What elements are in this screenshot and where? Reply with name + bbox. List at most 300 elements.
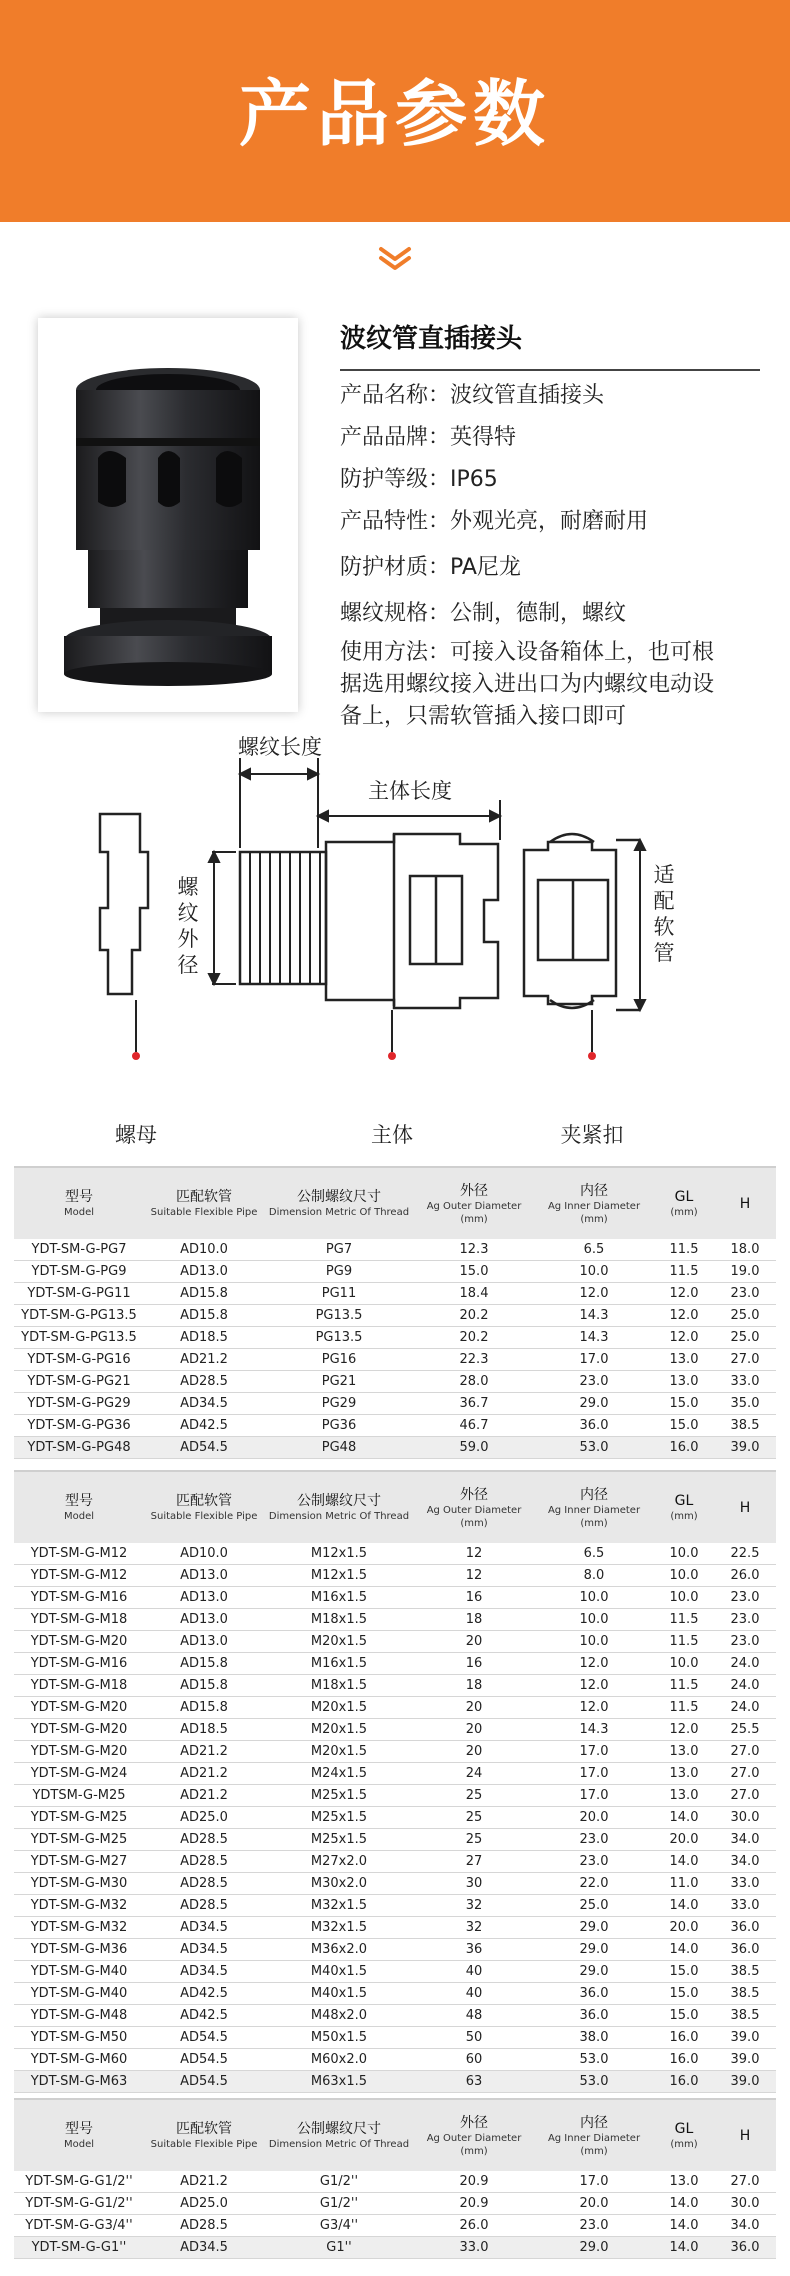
table-cell: AD54.5: [144, 2071, 264, 2093]
header-cn: 公制螺纹尺寸: [297, 1189, 381, 1205]
table-cell: 13.0: [654, 1371, 714, 1393]
table-cell: 27.0: [714, 1785, 776, 1807]
spec-label: 防护等级：: [340, 467, 451, 492]
table-cell: M12x1.5: [264, 1543, 414, 1565]
table-cell: 20.0: [654, 1829, 714, 1851]
spec-label: 防护材质：: [340, 555, 451, 580]
table-cell: YDT-SM-G-PG21: [14, 1371, 144, 1393]
table-cell: 22.0: [534, 1873, 654, 1895]
table-cell: 15.0: [654, 1961, 714, 1983]
col-h: H: [714, 2099, 776, 2171]
table-row: [14, 1239, 776, 1261]
header-en: Ag Outer Diameter (mm): [426, 2132, 522, 2157]
table-cell: 23.0: [714, 1631, 776, 1653]
table-cell: YDT-SM-G-PG11: [14, 1283, 144, 1305]
header-cn: 内径: [580, 1486, 608, 1503]
table-cell: 15.0: [654, 1393, 714, 1415]
table-cell: 25.0: [714, 1305, 776, 1327]
header-en: Ag Inner Diameter (mm): [547, 2132, 641, 2157]
table-cell: YDT-SM-G-G1'': [14, 2237, 144, 2259]
spec-value: PA尼龙: [450, 555, 521, 580]
header-en: Ag Outer Diameter (mm): [426, 1504, 522, 1529]
table-cell: AD42.5: [144, 1415, 264, 1437]
table-cell: M16x1.5: [264, 1587, 414, 1609]
table-body: [14, 2171, 776, 2259]
table-cell: YDT-SM-G-M16: [14, 1653, 144, 1675]
table-cell: 18.0: [714, 1239, 776, 1261]
thread-od-char: 螺: [177, 875, 199, 899]
table-cell: YDT-SM-G-G1/2'': [14, 2171, 144, 2193]
table-cell: AD42.5: [144, 2005, 264, 2027]
thread-section: [240, 852, 326, 984]
table-cell: PG7: [264, 1239, 414, 1261]
col-h: H: [714, 1471, 776, 1543]
header-cn: GL: [674, 2121, 694, 2137]
table-cell: M60x2.0: [264, 2049, 414, 2071]
table-cell: 16.0: [654, 2027, 714, 2049]
table-cell: 46.7: [414, 1415, 534, 1437]
table-cell: AD21.2: [144, 1741, 264, 1763]
table-cell: 24.0: [714, 1697, 776, 1719]
col-gl: [654, 1471, 714, 1543]
table-cell: YDT-SM-G-M50: [14, 2027, 144, 2049]
table-cell: 24.0: [714, 1675, 776, 1697]
table-cell: AD28.5: [144, 1829, 264, 1851]
col-od: [414, 1471, 534, 1543]
table-cell: 36.0: [714, 2237, 776, 2259]
spec-value: 波纹管直插接头: [450, 383, 605, 408]
table-row: [14, 2027, 776, 2049]
table-cell: M20x1.5: [264, 1631, 414, 1653]
table-cell: 40: [414, 1983, 534, 2005]
col-thread: [264, 2099, 414, 2171]
col-hose: [144, 1167, 264, 1239]
spec-value: 英得特: [450, 425, 517, 450]
table-cell: YDT-SM-G-M20: [14, 1741, 144, 1763]
table-cell: 12.0: [654, 1327, 714, 1349]
spec-row: [340, 597, 760, 631]
table-cell: YDT-SM-G-M32: [14, 1895, 144, 1917]
table-cell: AD10.0: [144, 1543, 264, 1565]
product-title: 波纹管直插接头: [340, 318, 760, 371]
header-en: Model: [63, 2139, 95, 2150]
header-cn: 内径: [580, 2114, 608, 2131]
table-cell: 59.0: [414, 1437, 534, 1459]
table-cell: 12: [414, 1543, 534, 1565]
table-cell: 10.0: [654, 1653, 714, 1675]
table-cell: AD28.5: [144, 1895, 264, 1917]
table-cell: M36x2.0: [264, 1939, 414, 1961]
chevron-down-icon: [375, 246, 415, 272]
table-cell: 11.0: [654, 1873, 714, 1895]
table-cell: 16: [414, 1587, 534, 1609]
table-cell: YDT-SM-G-M16: [14, 1587, 144, 1609]
table-cell: 16: [414, 1653, 534, 1675]
table-cell: M40x1.5: [264, 1961, 414, 1983]
col-hose: [144, 2099, 264, 2171]
spec-table-pg: [14, 1166, 776, 1459]
table-cell: 12.0: [534, 1283, 654, 1305]
table-cell: AD28.5: [144, 1851, 264, 1873]
table-cell: M18x1.5: [264, 1675, 414, 1697]
table-row: [14, 1807, 776, 1829]
table-cell: AD21.2: [144, 1763, 264, 1785]
table-cell: 10.0: [654, 1587, 714, 1609]
table-cell: M18x1.5: [264, 1609, 414, 1631]
table-cell: 33.0: [414, 2237, 534, 2259]
table-cell: 34.0: [714, 1851, 776, 1873]
table-cell: 10.0: [654, 1565, 714, 1587]
table-cell: M20x1.5: [264, 1719, 414, 1741]
table-row: [14, 1261, 776, 1283]
body-label: 主体: [371, 1123, 413, 1147]
table-body: [14, 1543, 776, 2093]
header-en: Suitable Flexible Pipe: [150, 2139, 258, 2150]
table-cell: AD13.0: [144, 1631, 264, 1653]
table-cell: 50: [414, 2027, 534, 2049]
table-cell: 20.2: [414, 1305, 534, 1327]
table-cell: AD15.8: [144, 1697, 264, 1719]
spec-label: 产品名称：: [340, 383, 451, 408]
header-en: Suitable Flexible Pipe: [150, 1511, 258, 1522]
table-cell: 14.0: [654, 2215, 714, 2237]
table-cell: 28.0: [414, 1371, 534, 1393]
table-cell: G1/2'': [264, 2193, 414, 2215]
table-cell: 30.0: [714, 2193, 776, 2215]
table-cell: YDT-SM-G-M60: [14, 2049, 144, 2071]
table-cell: 27.0: [714, 1741, 776, 1763]
table-cell: 8.0: [534, 1565, 654, 1587]
table-row: [14, 1697, 776, 1719]
table-cell: 17.0: [534, 1349, 654, 1371]
table-row: [14, 1327, 776, 1349]
table-row: [14, 1371, 776, 1393]
table-cell: AD13.0: [144, 1565, 264, 1587]
table-cell: G1'': [264, 2237, 414, 2259]
col-id: [534, 1471, 654, 1543]
data-table: [14, 1166, 776, 1459]
table-row: [14, 1675, 776, 1697]
table-row: [14, 1283, 776, 1305]
col-h: H: [714, 1167, 776, 1239]
table-cell: YDT-SM-G-M20: [14, 1697, 144, 1719]
table-cell: AD13.0: [144, 1587, 264, 1609]
table-cell: 24.0: [714, 1653, 776, 1675]
table-row: [14, 2193, 776, 2215]
spec-value: 外观光亮，耐磨耐用: [450, 509, 649, 534]
table-cell: 32: [414, 1895, 534, 1917]
table-cell: 53.0: [534, 1437, 654, 1459]
col-od: [414, 2099, 534, 2171]
col-thread: [264, 1167, 414, 1239]
table-row: [14, 2049, 776, 2071]
table-cell: AD18.5: [144, 1719, 264, 1741]
table-cell: 39.0: [714, 1437, 776, 1459]
table-cell: 38.5: [714, 2005, 776, 2027]
table-cell: M27x2.0: [264, 1851, 414, 1873]
thread-od-char: 径: [177, 953, 199, 977]
table-cell: PG13.5: [264, 1305, 414, 1327]
table-row: [14, 1565, 776, 1587]
table-row: [14, 2215, 776, 2237]
table-row: [14, 1587, 776, 1609]
table-cell: M40x1.5: [264, 1983, 414, 2005]
table-cell: AD34.5: [144, 1939, 264, 1961]
table-cell: M25x1.5: [264, 1807, 414, 1829]
col-id: [534, 2099, 654, 2171]
table-cell: PG48: [264, 1437, 414, 1459]
table-cell: AD54.5: [144, 2027, 264, 2049]
table-cell: 12: [414, 1565, 534, 1587]
table-cell: 29.0: [534, 1393, 654, 1415]
table-row: [14, 1609, 776, 1631]
table-cell: 11.5: [654, 1239, 714, 1261]
table-cell: YDT-SM-G-PG48: [14, 1437, 144, 1459]
table-cell: AD15.8: [144, 1675, 264, 1697]
table-cell: 17.0: [534, 1741, 654, 1763]
table-cell: 38.5: [714, 1983, 776, 2005]
table-cell: 20.9: [414, 2193, 534, 2215]
table-cell: YDT-SM-G-M25: [14, 1829, 144, 1851]
table-cell: PG11: [264, 1283, 414, 1305]
table-cell: 14.3: [534, 1327, 654, 1349]
col-od: [414, 1167, 534, 1239]
table-cell: 39.0: [714, 2049, 776, 2071]
table-cell: 29.0: [534, 2237, 654, 2259]
table-cell: 17.0: [534, 1763, 654, 1785]
table-cell: 38.0: [534, 2027, 654, 2049]
table-cell: 22.3: [414, 1349, 534, 1371]
table-cell: PG16: [264, 1349, 414, 1371]
technical-diagram: [0, 730, 790, 1170]
table-cell: 40: [414, 1961, 534, 1983]
table-cell: 53.0: [534, 2049, 654, 2071]
table-cell: 25: [414, 1807, 534, 1829]
table-cell: 20.2: [414, 1327, 534, 1349]
table-cell: 26.0: [714, 1565, 776, 1587]
table-cell: M12x1.5: [264, 1565, 414, 1587]
table-cell: 20: [414, 1719, 534, 1741]
table-cell: 23.0: [714, 1609, 776, 1631]
table-cell: 26.0: [414, 2215, 534, 2237]
table-row: [14, 1653, 776, 1675]
table-cell: YDT-SM-G-G1/2'': [14, 2193, 144, 2215]
table-cell: 6.5: [534, 1543, 654, 1565]
table-row: [14, 1917, 776, 1939]
table-cell: 20.0: [534, 1807, 654, 1829]
table-cell: 34.0: [714, 2215, 776, 2237]
table-cell: 10.0: [534, 1631, 654, 1653]
table-row: [14, 1631, 776, 1653]
table-row: [14, 1983, 776, 2005]
table-cell: AD54.5: [144, 2049, 264, 2071]
table-cell: 12.0: [654, 1283, 714, 1305]
spec-row: [340, 421, 760, 455]
table-cell: YDT-SM-G-M32: [14, 1917, 144, 1939]
hose-fit-char: 适: [653, 863, 675, 887]
table-cell: 14.0: [654, 1895, 714, 1917]
body-section: [326, 834, 498, 1008]
table-cell: YDT-SM-G-PG13.5: [14, 1305, 144, 1327]
table-cell: 30: [414, 1873, 534, 1895]
table-cell: YDT-SM-G-M40: [14, 1961, 144, 1983]
usage-line: 备上，只需软管插入接口即可: [340, 704, 627, 729]
table-cell: 36.0: [534, 2005, 654, 2027]
header-cn: 外径: [460, 1486, 488, 1503]
table-cell: YDT-SM-G-M63: [14, 2071, 144, 2093]
table-cell: YDT-SM-G-M20: [14, 1631, 144, 1653]
table-cell: 11.5: [654, 1609, 714, 1631]
table-cell: 34.0: [714, 1829, 776, 1851]
connector-image: [38, 318, 298, 712]
body-length-label: 主体长度: [368, 779, 452, 803]
thread-length-label: 螺纹长度: [238, 735, 322, 759]
spec-value: 公制，德制，螺纹: [450, 601, 627, 626]
header-en: (mm): [670, 1511, 698, 1522]
col-hose: [144, 1471, 264, 1543]
page-title: 产品参数: [238, 72, 551, 156]
table-cell: 16.0: [654, 2071, 714, 2093]
table-cell: M48x2.0: [264, 2005, 414, 2027]
table-cell: AD21.2: [144, 1349, 264, 1371]
table-cell: 16.0: [654, 2049, 714, 2071]
table-cell: 24: [414, 1763, 534, 1785]
header-en: Suitable Flexible Pipe: [150, 1207, 258, 1218]
table-cell: 23.0: [534, 1371, 654, 1393]
table-cell: 14.0: [654, 2193, 714, 2215]
table-cell: M25x1.5: [264, 1785, 414, 1807]
table-cell: AD15.8: [144, 1283, 264, 1305]
table-cell: M30x2.0: [264, 1873, 414, 1895]
table-cell: AD42.5: [144, 1983, 264, 2005]
table-cell: YDT-SM-G-M25: [14, 1807, 144, 1829]
header-en: (mm): [670, 1207, 698, 1218]
table-cell: 27: [414, 1851, 534, 1873]
table-cell: AD25.0: [144, 1807, 264, 1829]
table-cell: M32x1.5: [264, 1895, 414, 1917]
table-row: [14, 1895, 776, 1917]
table-cell: 38.5: [714, 1415, 776, 1437]
col-model: [14, 2099, 144, 2171]
nut-shape: [100, 814, 148, 994]
table-row: [14, 1741, 776, 1763]
table-cell: 12.0: [654, 1305, 714, 1327]
header-cn: 匹配软管: [176, 1493, 232, 1509]
hose-fit-char: 配: [653, 889, 675, 913]
table-cell: AD21.2: [144, 2171, 264, 2193]
table-cell: YDT-SM-G-PG13.5: [14, 1327, 144, 1349]
header-cn: 外径: [460, 2114, 488, 2131]
table-cell: 63: [414, 2071, 534, 2093]
table-cell: 18.4: [414, 1283, 534, 1305]
table-cell: 13.0: [654, 1741, 714, 1763]
table-cell: M20x1.5: [264, 1741, 414, 1763]
table-cell: 13.0: [654, 1349, 714, 1371]
header-cn: 内径: [580, 1182, 608, 1199]
table-cell: AD34.5: [144, 1961, 264, 1983]
table-cell: YDT-SM-G-M40: [14, 1983, 144, 2005]
table-cell: 25.0: [714, 1327, 776, 1349]
usage-line: 使用方法：可接入设备箱体上，也可根: [340, 640, 715, 665]
header-cn: 外径: [460, 1182, 488, 1199]
table-cell: 12.0: [534, 1675, 654, 1697]
table-cell: AD34.5: [144, 1393, 264, 1415]
table-cell: 14.0: [654, 1851, 714, 1873]
table-cell: 10.0: [534, 1587, 654, 1609]
table-row: [14, 1763, 776, 1785]
header-en: Ag Inner Diameter (mm): [547, 1200, 641, 1225]
table-cell: YDT-SM-G-M48: [14, 2005, 144, 2027]
table-cell: 36.0: [534, 1983, 654, 2005]
table-cell: 13.0: [654, 1763, 714, 1785]
table-cell: M25x1.5: [264, 1829, 414, 1851]
table-cell: AD54.5: [144, 1437, 264, 1459]
table-cell: AD18.5: [144, 1327, 264, 1349]
table-cell: G3/4'': [264, 2215, 414, 2237]
table-row: [14, 1939, 776, 1961]
table-cell: 20: [414, 1697, 534, 1719]
header-en: Model: [63, 1511, 95, 1522]
nut-label: 螺母: [115, 1123, 157, 1147]
header-cn: GL: [674, 1189, 694, 1205]
table-cell: PG9: [264, 1261, 414, 1283]
table-cell: 38.5: [714, 1961, 776, 1983]
header-cn: 型号: [65, 1189, 93, 1205]
table-row: [14, 1829, 776, 1851]
spec-row: [340, 463, 760, 497]
table-cell: YDT-SM-G-M12: [14, 1543, 144, 1565]
table-cell: 10.0: [654, 1543, 714, 1565]
table-cell: YDT-SM-G-PG16: [14, 1349, 144, 1371]
table-row: [14, 1349, 776, 1371]
table-cell: 10.0: [534, 1261, 654, 1283]
table-cell: 20.9: [414, 2171, 534, 2193]
table-cell: PG13.5: [264, 1327, 414, 1349]
table-cell: AD28.5: [144, 1371, 264, 1393]
table-cell: AD34.5: [144, 1917, 264, 1939]
table-cell: AD15.8: [144, 1305, 264, 1327]
col-gl: [654, 2099, 714, 2171]
table-row: [14, 1415, 776, 1437]
table-cell: YDT-SM-G-M36: [14, 1939, 144, 1961]
header-en: Ag Inner Diameter (mm): [547, 1504, 641, 1529]
table-cell: 13.0: [654, 1785, 714, 1807]
table-cell: YDT-SM-G-M12: [14, 1565, 144, 1587]
table-cell: G1/2'': [264, 2171, 414, 2193]
header-en: Dimension Metric Of Thread: [268, 1207, 410, 1218]
table-cell: 36: [414, 1939, 534, 1961]
table-cell: 11.5: [654, 1631, 714, 1653]
table-cell: 17.0: [534, 1785, 654, 1807]
spec-row: [340, 551, 760, 585]
table-cell: 60: [414, 2049, 534, 2071]
table-cell: 23.0: [714, 1283, 776, 1305]
table-header-row: [14, 1471, 776, 1543]
table-row: [14, 1305, 776, 1327]
table-cell: 10.0: [534, 1609, 654, 1631]
table-cell: 27.0: [714, 2171, 776, 2193]
table-row: [14, 1437, 776, 1459]
table-cell: 33.0: [714, 1873, 776, 1895]
table-cell: 29.0: [534, 1939, 654, 1961]
spec-label: 产品特性：: [340, 509, 451, 534]
table-cell: 33.0: [714, 1371, 776, 1393]
data-table: [14, 1470, 776, 2093]
table-cell: 23.0: [534, 2215, 654, 2237]
header-cn: 型号: [65, 1493, 93, 1509]
table-cell: YDT-SM-G-M18: [14, 1609, 144, 1631]
table-header-row: [14, 2099, 776, 2171]
